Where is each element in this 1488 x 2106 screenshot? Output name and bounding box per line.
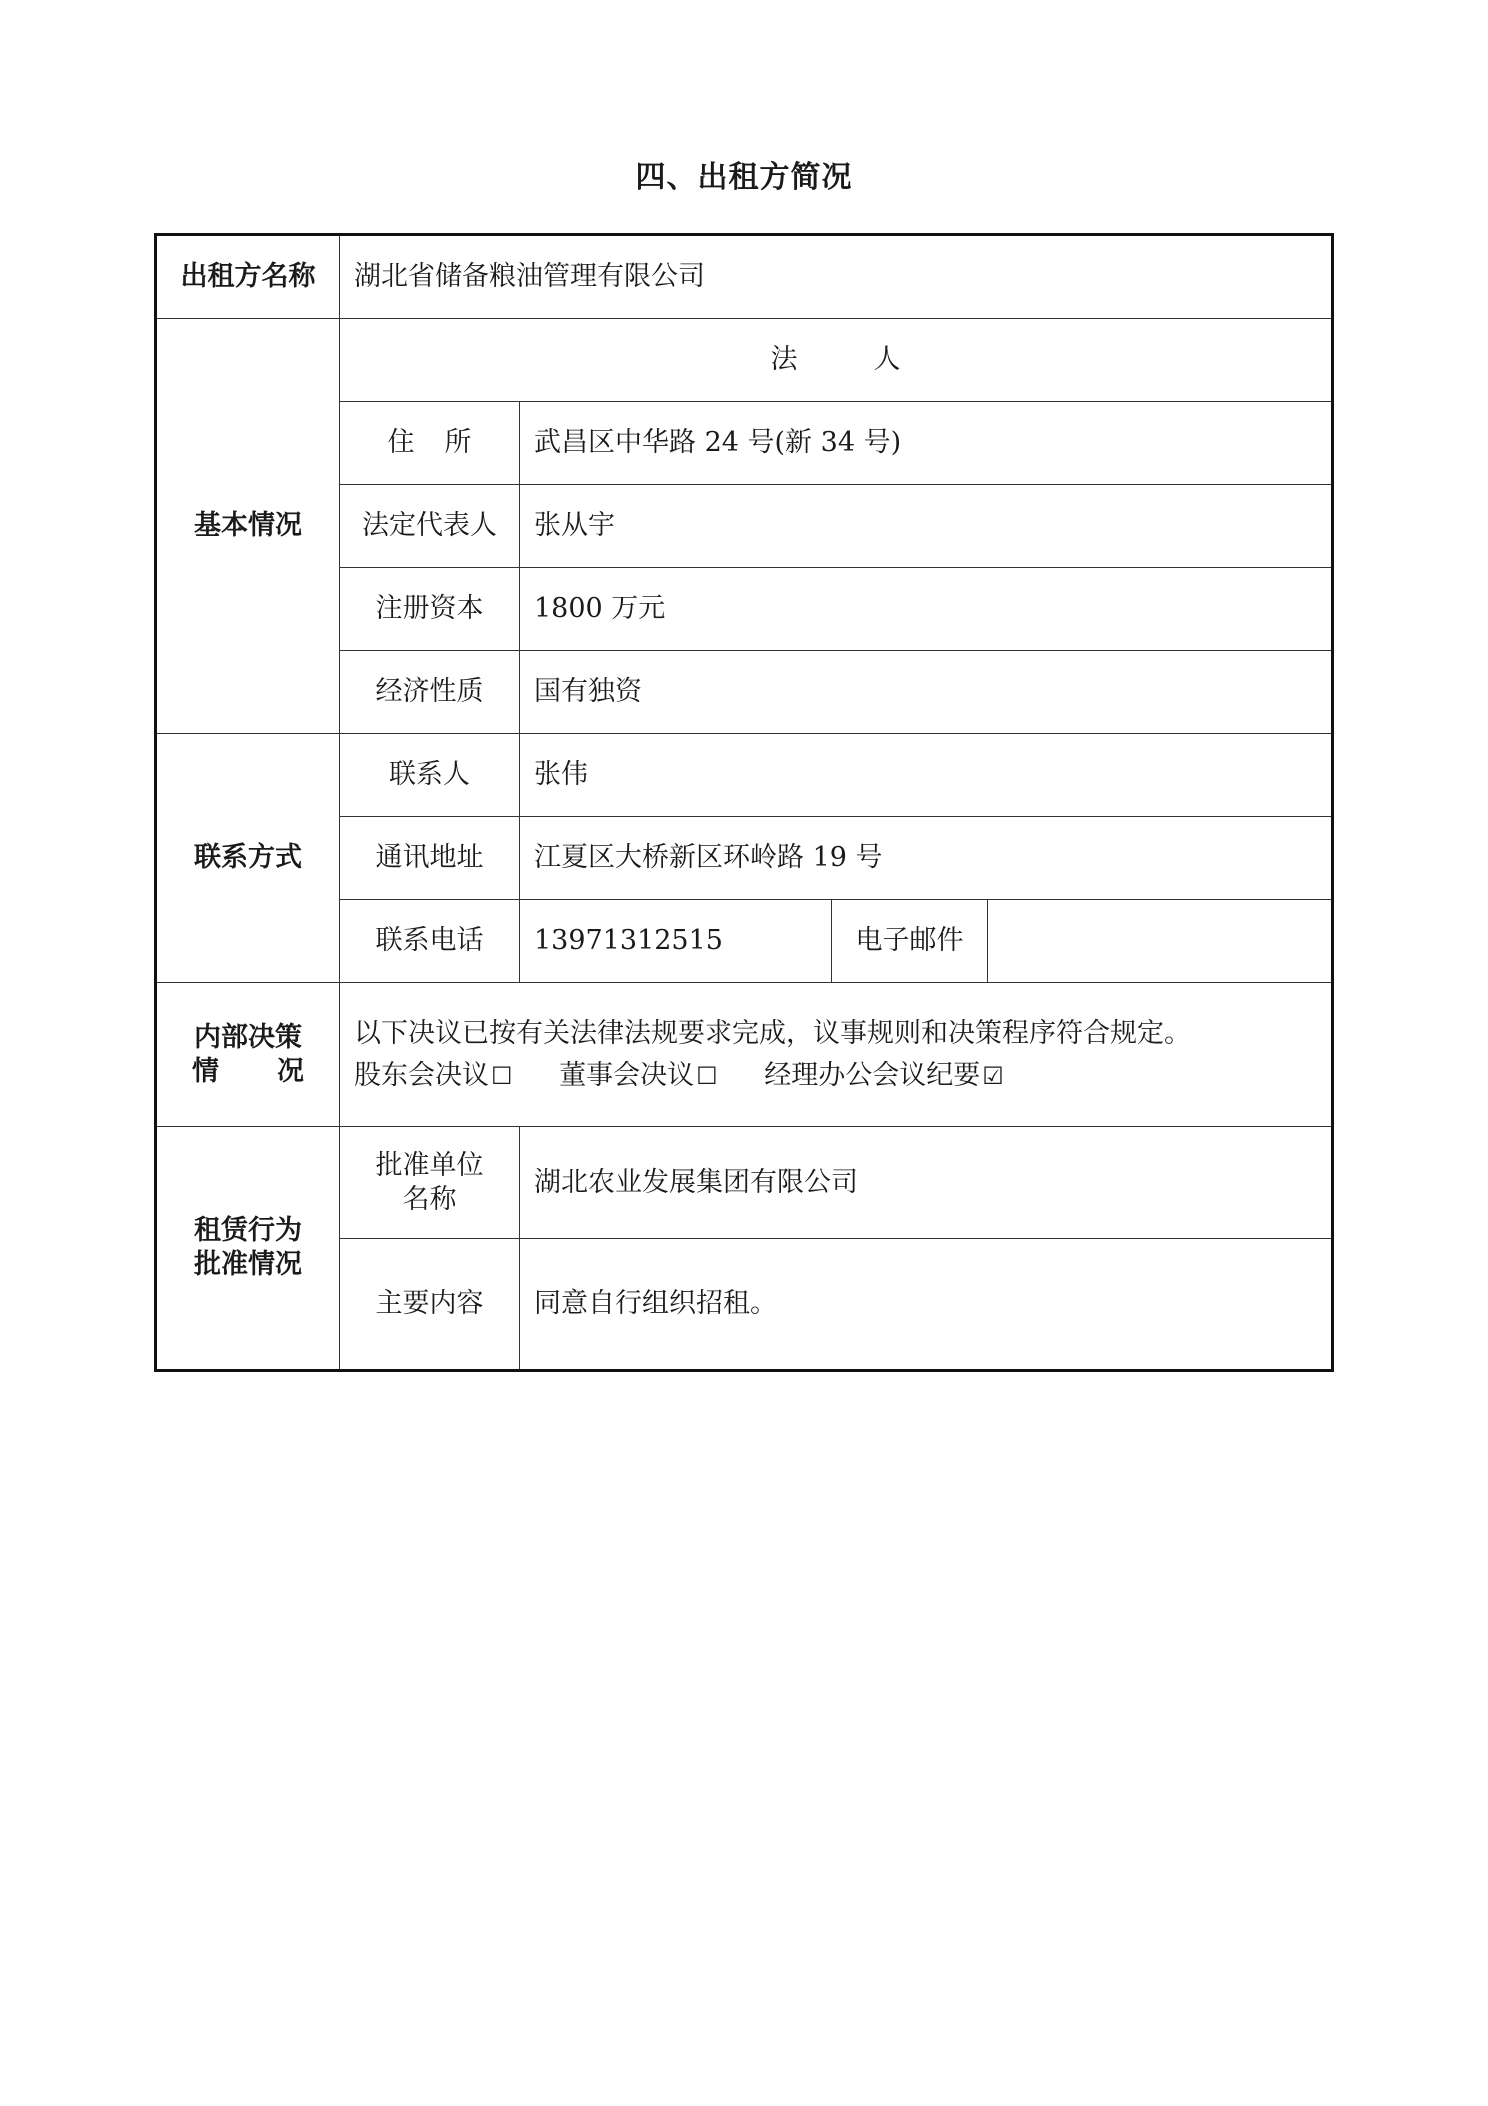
domicile-label-char-2: 所 <box>444 427 472 459</box>
domicile-value: 武昌区中华路 24 号(新 34 号) <box>520 402 1333 485</box>
shareholder-resolution-option <box>354 1060 513 1091</box>
entity-type-value <box>340 319 1333 402</box>
registered-capital-value: 1800 万元 <box>520 568 1333 651</box>
decision-statement: 以下决议已按有关法律法规要求完成，议事规则和决策程序符合规定。 <box>354 1017 1191 1049</box>
shareholder-resolution-checkbox: ☐ <box>491 1061 513 1090</box>
basic-info-section-label: 基本情况 <box>156 319 340 734</box>
mailing-address-label: 通讯地址 <box>340 817 520 900</box>
approval-content-value: 同意自行组织招租。 <box>520 1239 1333 1371</box>
entity-type-char-1: 法 <box>770 344 798 376</box>
internal-decision-label-line1: 内部决策 <box>194 1021 302 1053</box>
board-resolution-option <box>559 1060 718 1091</box>
decision-options <box>354 1055 1317 1097</box>
approval-unit-label-line1: 批准单位 <box>375 1149 484 1181</box>
domicile-label <box>340 402 520 485</box>
manager-meeting-label: 经理办公会议纪要 <box>764 1059 981 1091</box>
economic-nature-value: 国有独资 <box>520 651 1333 734</box>
phone-value: 13971312515 <box>520 900 832 983</box>
contact-person-label: 联系人 <box>340 734 520 817</box>
lessor-info-table <box>154 233 1334 1372</box>
manager-meeting-checkbox: ☑ <box>982 1061 1004 1090</box>
mailing-address-value: 江夏区大桥新区环岭路 19 号 <box>520 817 1333 900</box>
contact-section-label: 联系方式 <box>156 734 340 983</box>
approval-section-label <box>156 1127 340 1371</box>
contact-person-value: 张伟 <box>520 734 1333 817</box>
approval-label-line1: 租赁行为 <box>194 1215 302 1247</box>
row-internal-decision <box>156 983 1333 1127</box>
domicile-label-char-1: 住 <box>387 427 415 459</box>
row-entity-type <box>156 319 1333 402</box>
internal-decision-label-char-2: 况 <box>277 1055 304 1087</box>
economic-nature-label: 经济性质 <box>340 651 520 734</box>
approval-unit-label <box>340 1127 520 1239</box>
internal-decision-content <box>340 983 1333 1127</box>
row-approval-unit <box>156 1127 1333 1239</box>
entity-type-char-2: 人 <box>873 344 901 376</box>
legal-rep-value: 张从宇 <box>520 485 1333 568</box>
lessor-name-value: 湖北省储备粮油管理有限公司 <box>340 235 1333 319</box>
registered-capital-label: 注册资本 <box>340 568 520 651</box>
row-lessor-name <box>156 235 1333 319</box>
board-resolution-checkbox: ☐ <box>696 1061 718 1090</box>
shareholder-resolution-label: 股东会决议 <box>354 1059 489 1091</box>
internal-decision-section-label <box>156 983 340 1127</box>
page-title: 四、出租方简况 <box>635 160 853 195</box>
phone-label: 联系电话 <box>340 900 520 983</box>
internal-decision-label-char-1: 情 <box>192 1055 219 1087</box>
approval-label-line2: 批准情况 <box>194 1249 302 1280</box>
lessor-name-label: 出租方名称 <box>156 235 340 319</box>
row-contact-person <box>156 734 1333 817</box>
approval-content-label: 主要内容 <box>340 1239 520 1371</box>
email-label: 电子邮件 <box>832 900 988 983</box>
approval-unit-value: 湖北农业发展集团有限公司 <box>520 1127 1333 1239</box>
board-resolution-label: 董事会决议 <box>559 1059 695 1091</box>
manager-meeting-option <box>764 1060 1004 1091</box>
legal-rep-label: 法定代表人 <box>340 485 520 568</box>
approval-unit-label-line2: 名称 <box>402 1183 457 1215</box>
email-value <box>988 900 1333 983</box>
